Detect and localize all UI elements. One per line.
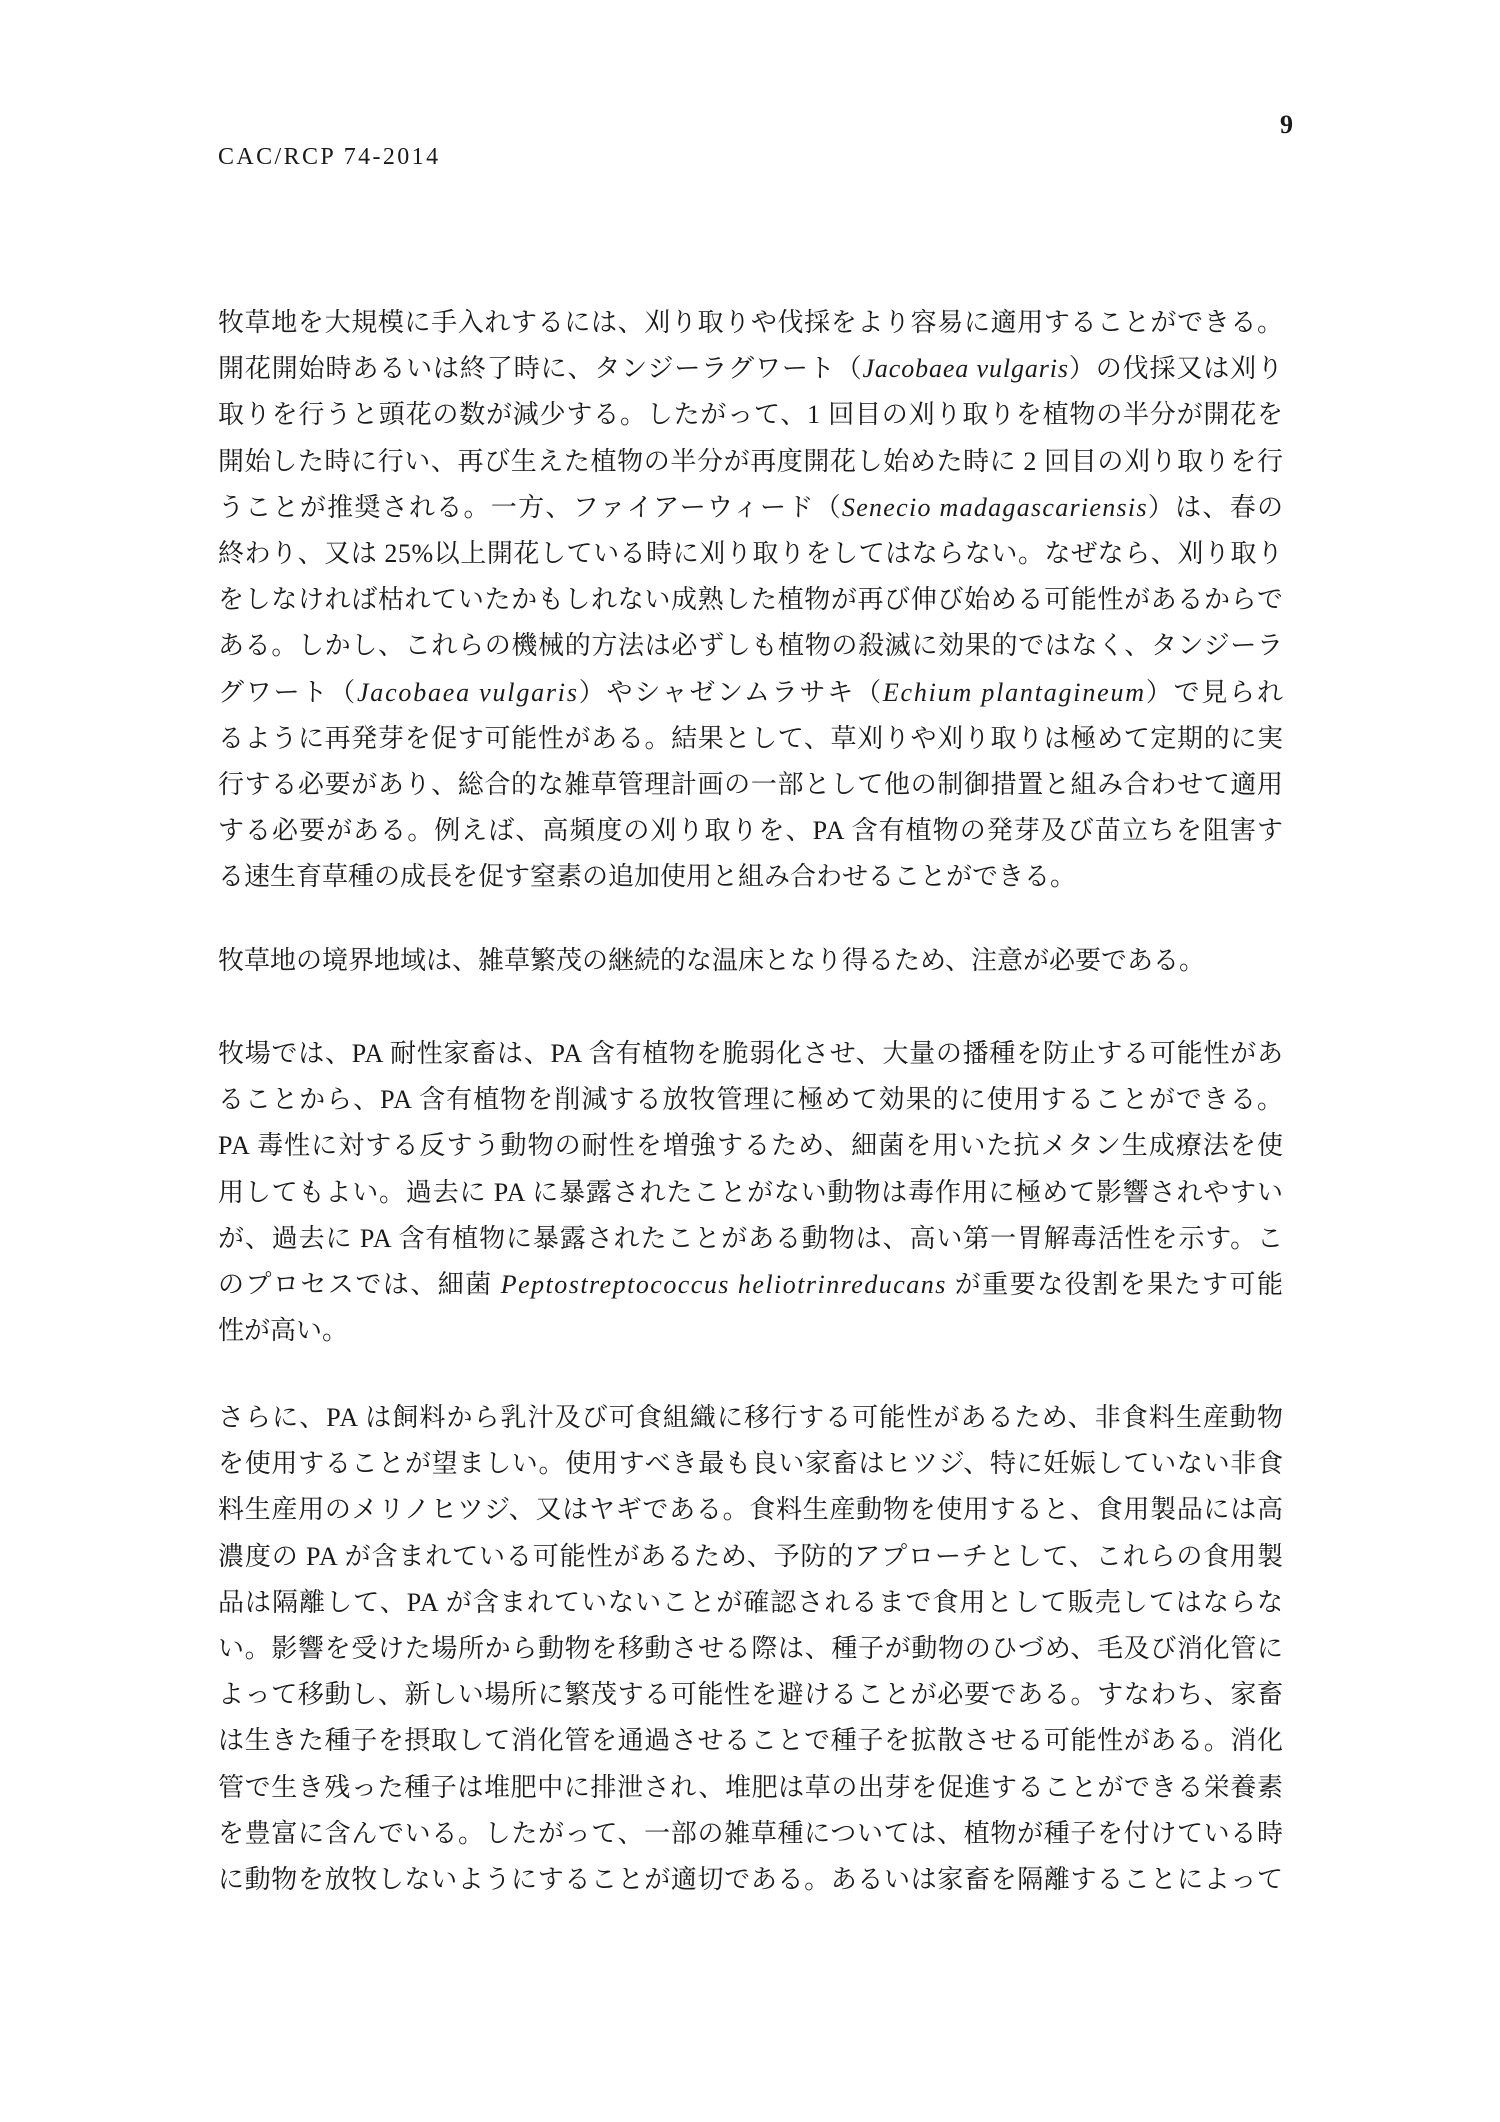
line-content xyxy=(218,439,1284,485)
line-text: るように再発芽を促す可能性がある。結果として、草刈りや刈り取りは極めて定期的に実 xyxy=(218,723,1284,753)
text-line xyxy=(218,762,1283,808)
line-content xyxy=(218,623,1284,669)
line-content xyxy=(218,531,1284,577)
text-line xyxy=(218,1626,1283,1672)
line-content xyxy=(218,1672,1284,1718)
line-content xyxy=(218,346,1284,392)
text-line xyxy=(218,485,1283,531)
line-text: が重要な役割を果たす可能 xyxy=(946,1269,1285,1299)
line-text: 取りを行うと頭花の数が減少する。したがって、1 回目の刈り取りを植物の半分が開花を xyxy=(218,400,1284,430)
line-content xyxy=(218,1031,1284,1077)
line-text: グワート（ xyxy=(218,677,357,707)
line-text: ある。しかし、これらの機械的方法は必ずしも植物の殺滅に効果的ではなく、タンジーラ xyxy=(218,631,1284,661)
species-name: Jacobaea vulgaris xyxy=(862,354,1069,384)
line-text: ）は、春の xyxy=(1147,492,1285,522)
line-text: ）やシャゼンムラサキ（ xyxy=(578,677,883,707)
line-content xyxy=(218,1534,1284,1580)
text-line xyxy=(218,1811,1283,1857)
paragraph xyxy=(218,938,1283,984)
text-line xyxy=(218,1262,1283,1308)
text-line xyxy=(218,808,1283,854)
text-line xyxy=(218,1718,1283,1764)
line-content xyxy=(218,716,1284,762)
text-line xyxy=(218,439,1283,485)
species-name: Jacobaea vulgaris xyxy=(356,677,579,707)
species-name: Echium plantagineum xyxy=(882,677,1146,707)
text-line xyxy=(218,1580,1283,1626)
line-text: ）の伐採又は刈り xyxy=(1068,354,1284,384)
text-line xyxy=(218,1672,1283,1718)
line-content xyxy=(218,1765,1284,1811)
line-content xyxy=(218,1811,1284,1857)
line-text: をしなければ枯れていたかもしれない成熟した植物が再び伸び始める可能性があるからで xyxy=(218,585,1284,615)
text-line xyxy=(218,1170,1283,1216)
text-line xyxy=(218,1857,1283,1903)
text-line xyxy=(218,1487,1283,1533)
line-text: を豊富に含んでいる。したがって、一部の雑草種については、植物が種子を付けている時 xyxy=(218,1818,1284,1848)
line-text: のプロセスでは、細菌 xyxy=(218,1269,501,1299)
page-number: 9 xyxy=(1280,110,1293,139)
line-content xyxy=(218,670,1285,716)
text-line xyxy=(218,300,1283,346)
text-line xyxy=(218,346,1283,392)
line-content xyxy=(218,762,1284,808)
line-content xyxy=(218,1395,1284,1441)
text-line xyxy=(218,854,1283,900)
line-text: を使用することが望ましい。使用すべき最も良い家畜はヒツジ、特に妊娠していない非食 xyxy=(218,1449,1284,1479)
text-line xyxy=(218,392,1283,438)
line-text: 用してもよい。過去に PA に暴露されたことがない動物は毒作用に極めて影響されやすい xyxy=(218,1177,1284,1207)
line-text: る速生育草種の成長を促す窒素の追加使用と組み合わせることができる。 xyxy=(218,862,1077,892)
text-line xyxy=(218,938,1283,984)
line-text: 料生産用のメリノヒツジ、又はヤギである。食料生産動物を使用すると、食用製品には高 xyxy=(218,1495,1284,1525)
line-text: ることから、PA 含有植物を削減する放牧管理に極めて効果的に使用することができる。 xyxy=(218,1085,1285,1115)
line-content xyxy=(218,808,1284,854)
line-text: 終わり、又は 25%以上開花している時に刈り取りをしてはならない。なぜなら、刈り取り xyxy=(218,538,1284,568)
line-text: 牧草地を大規模に手入れするには、刈り取りや伐採をより容易に適用することができる。 xyxy=(218,308,1284,337)
document-code: CAC/RCP 74-2014 xyxy=(218,144,441,170)
line-text: は生きた種子を摂取して消化管を通過させることで種子を拡散させる可能性がある。消化 xyxy=(218,1726,1284,1756)
text-line xyxy=(218,1123,1283,1169)
line-content xyxy=(218,1718,1284,1764)
line-text: 品は隔離して、PA が含まれていないことが確認されるまで食用として販売してはならな xyxy=(218,1587,1285,1617)
line-text: さらに、PA は飼料から乳汁及び可食組織に移行する可能性があるため、非食料生産動物 xyxy=(218,1403,1285,1432)
line-text: PA 毒性に対する反すう動物の耐性を増強するため、細菌を用いた抗メタン生成療法を使 xyxy=(218,1131,1285,1161)
line-content xyxy=(218,485,1284,531)
text-line xyxy=(218,1077,1283,1123)
text-line xyxy=(218,1765,1283,1811)
species-name: Peptostreptococcus heliotrinreducans xyxy=(500,1269,947,1299)
paragraph xyxy=(218,1031,1283,1354)
line-content xyxy=(218,1123,1284,1169)
line-content xyxy=(218,938,1205,984)
line-content xyxy=(218,1077,1284,1123)
line-content xyxy=(218,1580,1284,1626)
line-text: い。影響を受けた場所から動物を移動させる際は、種子が動物のひづめ、毛及び消化管に xyxy=(218,1633,1284,1663)
line-content xyxy=(218,1441,1284,1487)
line-content xyxy=(218,300,1284,346)
text-line xyxy=(218,1308,1283,1354)
line-content xyxy=(218,1487,1284,1533)
text-line xyxy=(218,1534,1283,1580)
text-line xyxy=(218,623,1283,669)
text-line xyxy=(218,1441,1283,1487)
line-content xyxy=(218,392,1284,438)
line-text: 開花開始時あるいは終了時に、タンジーラグワート（ xyxy=(218,354,863,384)
text-line xyxy=(218,1216,1283,1262)
line-text: ）で見られ xyxy=(1145,677,1285,707)
line-text: 性が高い。 xyxy=(218,1316,349,1346)
species-name: Senecio madagascariensis xyxy=(841,492,1148,522)
text-line xyxy=(218,531,1283,577)
line-content xyxy=(218,1308,348,1354)
line-text: うことが推奨される。一方、ファイアーウィード（ xyxy=(218,492,842,522)
line-content xyxy=(218,1626,1284,1672)
line-content xyxy=(218,1216,1284,1262)
line-content xyxy=(218,1857,1284,1903)
line-text: よって移動し、新しい場所に繁茂する可能性を避けることが必要である。すなわち、家畜 xyxy=(218,1680,1284,1710)
line-content xyxy=(218,854,1076,900)
line-text: 牧草地の境界地域は、雑草繁茂の継続的な温床となり得るため、注意が必要である。 xyxy=(218,946,1205,975)
text-line xyxy=(218,716,1283,762)
text-line xyxy=(218,670,1283,716)
line-text: する必要がある。例えば、高頻度の刈り取りを、PA 含有植物の発芽及び苗立ちを阻害す xyxy=(218,816,1285,846)
text-line xyxy=(218,577,1283,623)
line-text: 牧場では、PA 耐性家畜は、PA 含有植物を脆弱化させ、大量の播種を防止する可能性があ xyxy=(218,1039,1284,1068)
line-text: 行する必要があり、総合的な雑草管理計画の一部として他の制御措置と組み合わせて適用 xyxy=(218,769,1284,799)
line-content xyxy=(218,1170,1284,1216)
paragraph xyxy=(218,1395,1283,1903)
line-text: に動物を放牧しないようにすることが適切である。あるいは家畜を隔離することによって xyxy=(218,1864,1284,1894)
line-text: 管で生き残った種子は堆肥中に排泄され、堆肥は草の出芽を促進することができる栄養素 xyxy=(218,1772,1284,1802)
paragraph xyxy=(218,300,1283,900)
text-line xyxy=(218,1031,1283,1077)
line-content xyxy=(218,1262,1284,1308)
line-text: 開始した時に行い、再び生えた植物の半分が再度開花し始めた時に 2 回目の刈り取りを行 xyxy=(218,446,1284,476)
line-text: が、過去に PA 含有植物に暴露されたことがある動物は、高い第一胃解毒活性を示す。こ xyxy=(218,1223,1284,1253)
text-line xyxy=(218,1395,1283,1441)
line-text: 濃度の PA が含まれている可能性があるため、予防的アプローチとして、これらの食用製 xyxy=(218,1541,1284,1571)
line-content xyxy=(218,577,1284,623)
